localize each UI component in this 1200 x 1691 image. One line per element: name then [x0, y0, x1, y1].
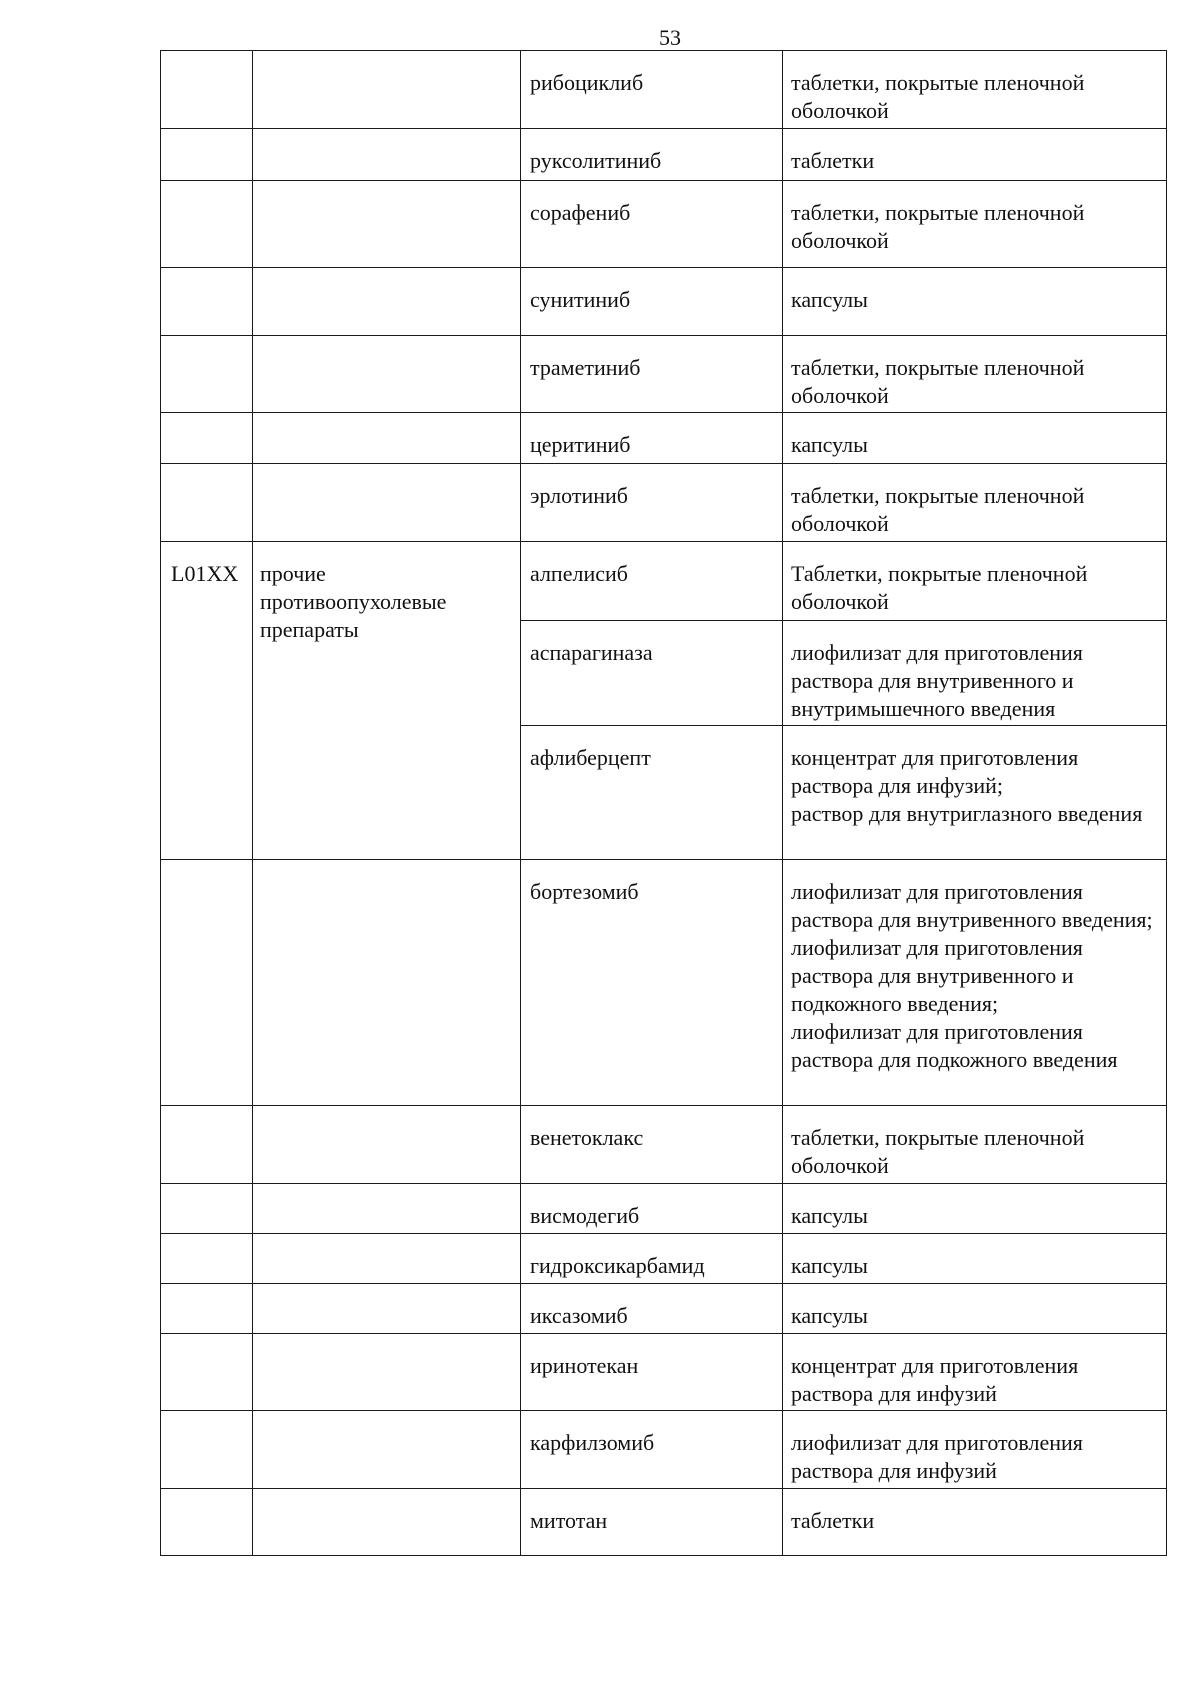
drug-name: сунитиниб — [521, 268, 783, 336]
drug-name: алпелисиб — [521, 542, 783, 621]
drug-name: бортезомиб — [521, 860, 783, 1106]
code-cell — [161, 1334, 253, 1411]
dosage-form: таблетки — [783, 129, 1167, 181]
dosage-form: лиофилизат для приготовления раствора для внутривенного введения; лиофилизат для приготовления раствора для внутривенного и подкожного введения; лиофилизат для приготовления раствора для подкожного введения — [783, 860, 1167, 1106]
code-cell — [161, 1106, 253, 1184]
group-name-cell — [253, 51, 521, 129]
group-name-cell — [253, 1234, 521, 1284]
code-cell — [161, 1284, 253, 1334]
code-cell — [161, 860, 253, 1106]
dosage-form: лиофилизат для приготовления раствора для внутривенного и внутримышечного введения — [783, 621, 1167, 726]
table-row — [161, 1411, 1167, 1489]
table-row — [161, 1284, 1167, 1334]
drug-name: сорафениб — [521, 181, 783, 268]
group-name-cell — [253, 129, 521, 181]
code-cell — [161, 268, 253, 336]
code-cell — [161, 129, 253, 181]
table-row — [161, 1106, 1167, 1184]
drug-name: иринотекан — [521, 1334, 783, 1411]
drug-name: висмодегиб — [521, 1184, 783, 1234]
group-name: прочие противоопухолевые препараты — [253, 542, 521, 860]
dosage-form: лиофилизат для приготовления раствора для инфузий — [783, 1411, 1167, 1489]
drug-name: венетоклакс — [521, 1106, 783, 1184]
dosage-form: концентрат для приготовления раствора для инфузий — [783, 1334, 1167, 1411]
group-name-cell — [253, 1106, 521, 1184]
group-name-cell — [253, 464, 521, 542]
atc-code: L01XX — [161, 542, 253, 860]
table-row — [161, 1489, 1167, 1556]
drug-name: митотан — [521, 1489, 783, 1556]
dosage-form: таблетки, покрытые пленочной оболочкой — [783, 1106, 1167, 1184]
group-name-cell — [253, 268, 521, 336]
code-cell — [161, 51, 253, 129]
dosage-form: таблетки, покрытые пленочной оболочкой — [783, 51, 1167, 129]
dosage-form: капсулы — [783, 1234, 1167, 1284]
drug-name: аспарагиназа — [521, 621, 783, 726]
table-row — [161, 51, 1167, 129]
drug-name: гидроксикарбамид — [521, 1234, 783, 1284]
dosage-form: таблетки, покрытые пленочной оболочкой — [783, 464, 1167, 542]
code-cell — [161, 1411, 253, 1489]
dosage-form: таблетки, покрытые пленочной оболочкой — [783, 336, 1167, 413]
drug-table — [160, 50, 1167, 1556]
drug-name: карфилзомиб — [521, 1411, 783, 1489]
group-name-cell — [253, 413, 521, 464]
table-row — [161, 860, 1167, 1106]
dosage-form: концентрат для приготовления раствора для инфузий; раствор для внутриглазного введения — [783, 726, 1167, 860]
code-cell — [161, 1184, 253, 1234]
dosage-form: капсулы — [783, 1284, 1167, 1334]
code-cell — [161, 181, 253, 268]
code-cell — [161, 464, 253, 542]
table-row — [161, 413, 1167, 464]
group-name-cell — [253, 1489, 521, 1556]
drug-name: афлиберцепт — [521, 726, 783, 860]
group-name-cell — [253, 181, 521, 268]
group-name-cell — [253, 1284, 521, 1334]
group-name-cell — [253, 860, 521, 1106]
page-number: 53 — [659, 25, 681, 50]
code-cell — [161, 1234, 253, 1284]
group-name-cell — [253, 336, 521, 413]
dosage-form: капсулы — [783, 268, 1167, 336]
dosage-form: таблетки, покрытые пленочной оболочкой — [783, 181, 1167, 268]
group-name-cell — [253, 1184, 521, 1234]
dosage-form: капсулы — [783, 413, 1167, 464]
drug-name: эрлотиниб — [521, 464, 783, 542]
drug-name: траметиниб — [521, 336, 783, 413]
table-row — [161, 129, 1167, 181]
dosage-form: таблетки — [783, 1489, 1167, 1556]
table-row — [161, 1334, 1167, 1411]
drug-name: рибоциклиб — [521, 51, 783, 129]
group-name-cell — [253, 1334, 521, 1411]
table-row — [161, 268, 1167, 336]
dosage-form: капсулы — [783, 1184, 1167, 1234]
table-row — [161, 542, 1167, 621]
table-row — [161, 1184, 1167, 1234]
drug-name: церитиниб — [521, 413, 783, 464]
group-name-cell — [253, 1411, 521, 1489]
dosage-form: Таблетки, покрытые пленочной оболочкой — [783, 542, 1167, 621]
code-cell — [161, 1489, 253, 1556]
code-cell — [161, 413, 253, 464]
table-row — [161, 1234, 1167, 1284]
drug-name: руксолитиниб — [521, 129, 783, 181]
table-row — [161, 464, 1167, 542]
table-row — [161, 181, 1167, 268]
table-row — [161, 336, 1167, 413]
code-cell — [161, 336, 253, 413]
drug-name: иксазомиб — [521, 1284, 783, 1334]
